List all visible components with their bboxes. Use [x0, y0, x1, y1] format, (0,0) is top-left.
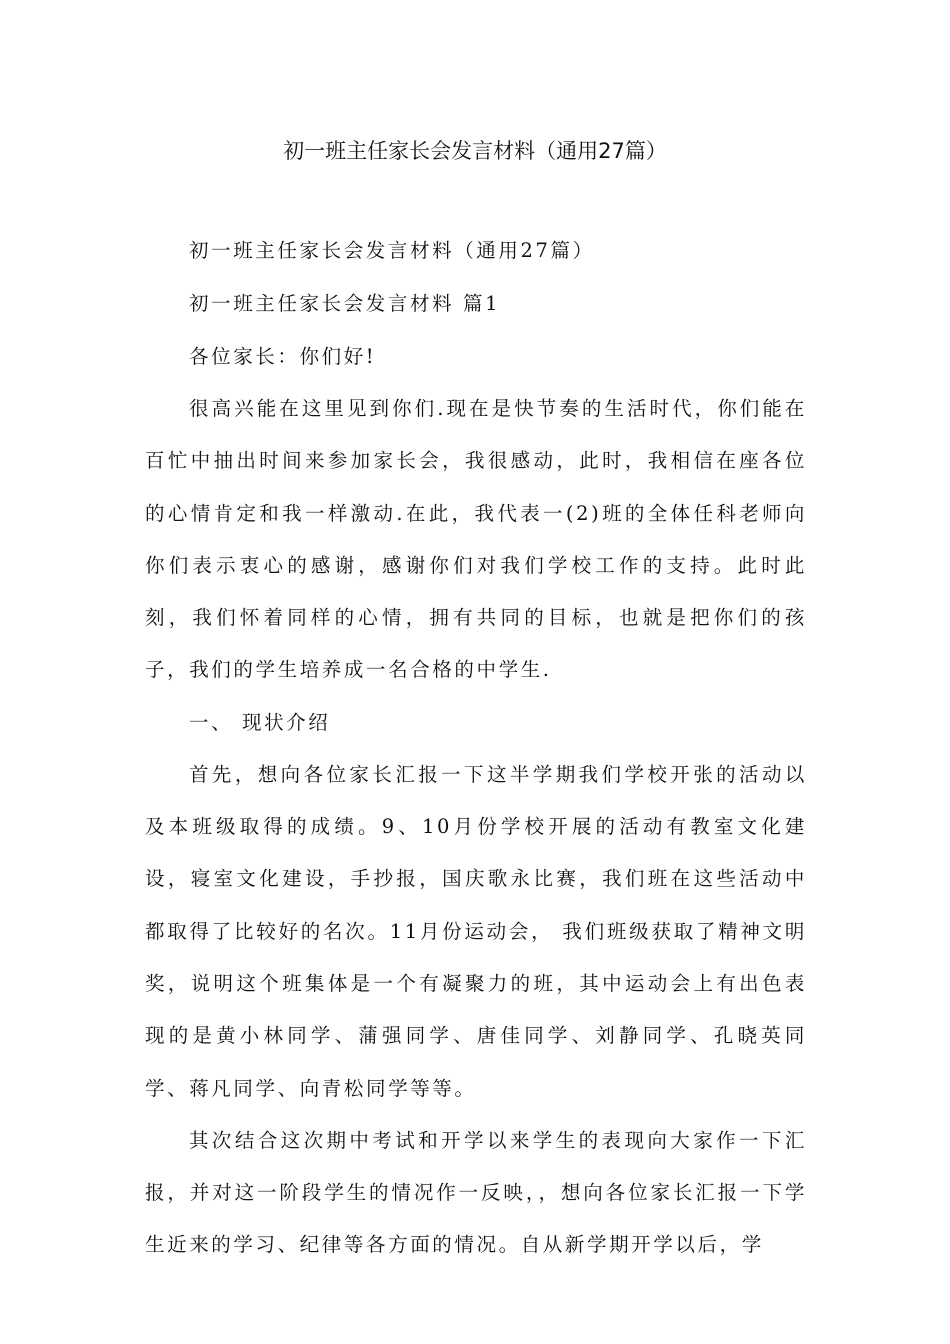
document-title: 初一班主任家长会发言材料（通用27篇） — [283, 139, 667, 163]
subtitle-paragraph: 初一班主任家长会发言材料（通用27篇） — [189, 239, 595, 262]
greeting-paragraph: 各位家长：你们好! — [189, 345, 377, 368]
section-heading: 初一班主任家长会发言材料 篇1 — [189, 292, 501, 315]
body-paragraph: 其次结合这次期中考试和开学以来学生的表现向大家作一下汇报，并对这一阶段学生的情况作一反映，，想向各位家长汇报一下学生近来的学习、纪律等各方面的情况。自从新学期开学以后，学 — [145, 1128, 807, 1257]
body-paragraph: 首先，想向各位家长汇报一下这半学期我们学校开张的活动以及本班级取得的成绩。9、10月份学校开展的活动有教室文化建设，寝室文化建设，手抄报，国庆歌永比赛，我们班在这些活动中都取得了比较好的名次。11月份运动会， 我们班级获取了精神文明奖，说明这个班集体是一个有凝聚力的班，其中运动会上有出色表现的是黄小林同学、蒲强同学、唐佳同学、刘静同学、孔晓英同学、蒋凡同学、向青松同学等等。 — [145, 762, 807, 1100]
body-paragraph: 很高兴能在这里见到你们.现在是快节奏的生活时代，你们能在百忙中抽出时间来参加家长会，我很感动，此时，我相信在座各位的心情肯定和我一样激动.在此，我代表一(2)班的全体任科老师向你们表示衷心的感谢，感谢你们对我们学校工作的支持。此时此刻，我们怀着同样的心情，拥有共同的目标，也就是把你们的孩子，我们的学生培养成一名合格的中学生. — [145, 397, 807, 682]
document-body — [145, 232, 807, 1264]
section-heading: 一、 现状介绍 — [189, 710, 331, 734]
